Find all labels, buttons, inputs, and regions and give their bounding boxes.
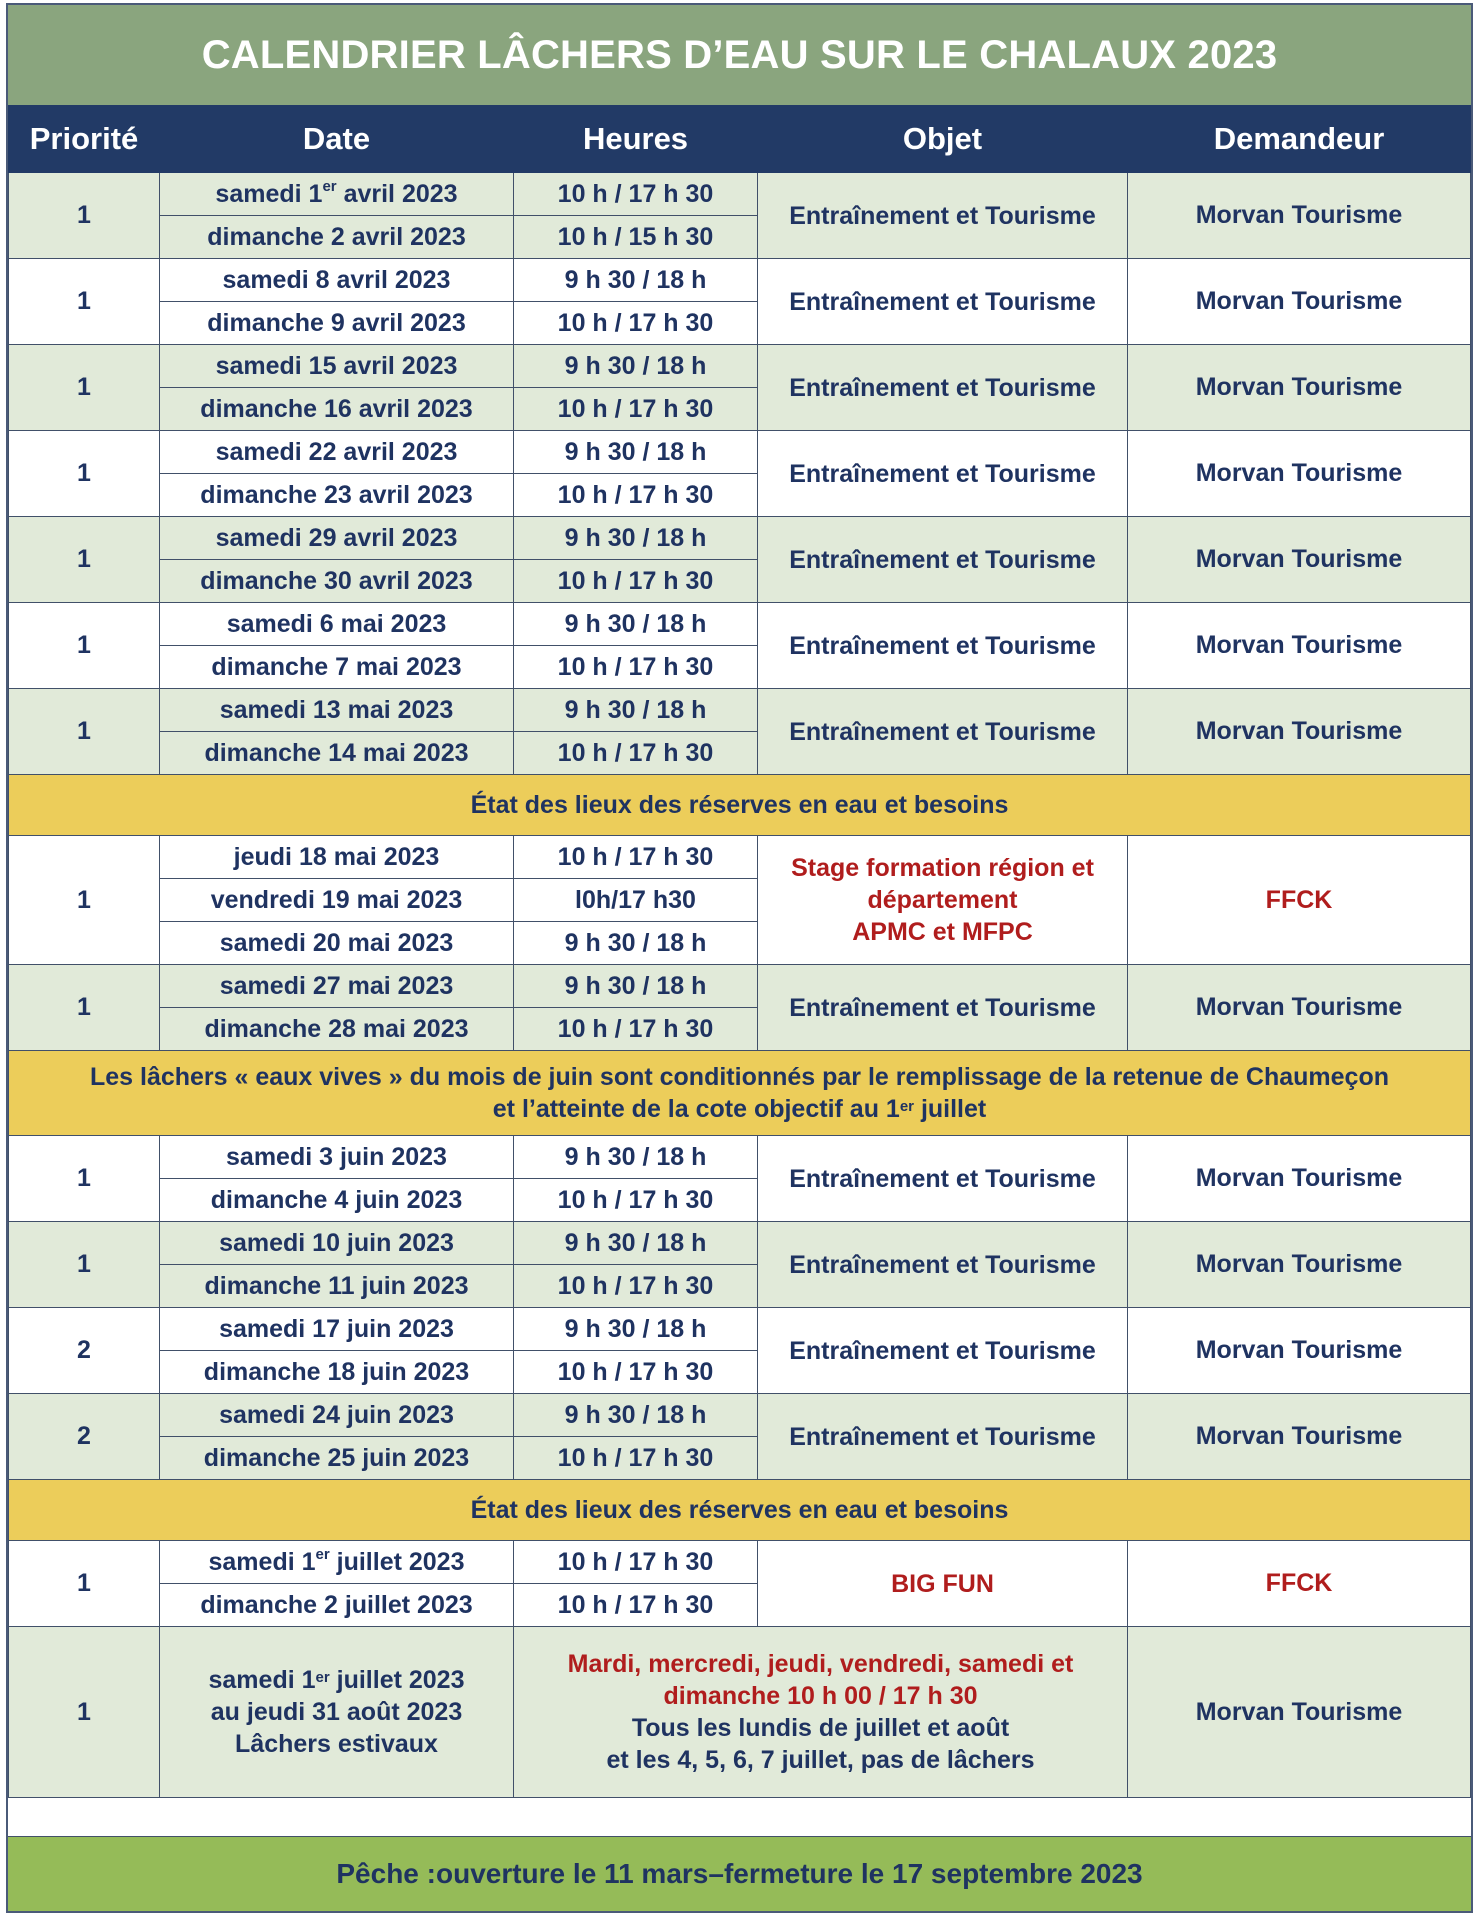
summer-info-line: Tous les lundis de juillet et août (631, 1714, 1010, 1742)
date-cell: dimanche 16 avril 2023 (160, 388, 514, 431)
schedule-row (9, 1394, 1471, 1437)
hours-cell: 9 h 30 / 18 h (514, 603, 758, 646)
hours-cell: 10 h / 17 h 30 (514, 474, 758, 517)
date-text: samedi 1 (215, 179, 323, 208)
date-text: avril 2023 (336, 179, 458, 208)
date-cell: vendredi 19 mai 2023 (160, 879, 514, 922)
date-cell: dimanche 2 juillet 2023 (160, 1584, 514, 1627)
object-cell: Entraînement et Tourisme (758, 431, 1128, 517)
priority-cell: 1 (9, 1136, 160, 1222)
hours-cell: 10 h / 17 h 30 (514, 1265, 758, 1308)
ordinal-suffix: er (315, 1669, 330, 1686)
object-cell: Entraînement et Tourisme (758, 965, 1128, 1051)
schedule-row (9, 965, 1471, 1008)
priority-cell: 1 (9, 1541, 160, 1627)
date-cell: samedi 13 mai 2023 (160, 689, 514, 732)
hours-cell: 10 h / 17 h 30 (514, 1437, 758, 1480)
schedule-row (9, 1136, 1471, 1179)
fishing-season-footer (8, 1836, 1471, 1911)
object-cell: BIG FUN (758, 1541, 1128, 1627)
object-cell: Entraînement et Tourisme (758, 1308, 1128, 1394)
schedule-row (9, 1308, 1471, 1351)
priority-cell: 1 (9, 1222, 160, 1308)
notice-row (9, 1051, 1471, 1136)
priority-cell: 1 (9, 345, 160, 431)
date-cell: dimanche 25 juin 2023 (160, 1437, 514, 1480)
schedule-row (9, 259, 1471, 302)
hours-cell: 10 h / 17 h 30 (514, 732, 758, 775)
notice-text: et l’atteinte de la cote objectif au 1 (492, 1095, 900, 1123)
header-date: Date (160, 106, 514, 173)
schedule-row (9, 431, 1471, 474)
hours-cell: 9 h 30 / 18 h (514, 517, 758, 560)
hours-cell: 9 h 30 / 18 h (514, 1136, 758, 1179)
object-cell: Entraînement et Tourisme (758, 517, 1128, 603)
date-cell: samedi 29 avril 2023 (160, 517, 514, 560)
header-priority: Priorité (9, 106, 160, 173)
hours-cell: 9 h 30 / 18 h (514, 965, 758, 1008)
date-cell: dimanche 14 mai 2023 (160, 732, 514, 775)
hours-cell: 10 h / 17 h 30 (514, 1351, 758, 1394)
object-cell: Entraînement et Tourisme (758, 345, 1128, 431)
schedule-row (9, 173, 1471, 216)
requester-cell: FFCK (1128, 1541, 1471, 1627)
hours-cell: 9 h 30 / 18 h (514, 431, 758, 474)
priority-cell: 1 (9, 965, 160, 1051)
date-cell: dimanche 2 avril 2023 (160, 216, 514, 259)
date-cell: dimanche 30 avril 2023 (160, 560, 514, 603)
object-cell: Entraînement et Tourisme (758, 1394, 1128, 1480)
hours-cell: 9 h 30 / 18 h (514, 1308, 758, 1351)
object-line: APMC et MFPC (852, 918, 1033, 946)
priority-cell: 1 (9, 259, 160, 345)
date-cell: dimanche 23 avril 2023 (160, 474, 514, 517)
footer-label: Pêche : (336, 1858, 436, 1889)
notice-cell (9, 1051, 1471, 1136)
notice-cell: État des lieux des réserves en eau et besoins (9, 775, 1471, 836)
date-text: samedi 1 (208, 1547, 316, 1576)
requester-cell: Morvan Tourisme (1128, 431, 1471, 517)
date-cell (160, 1541, 514, 1584)
object-cell: Entraînement et Tourisme (758, 173, 1128, 259)
hours-cell: 10 h / 17 h 30 (514, 1008, 758, 1051)
priority-cell: 2 (9, 1308, 160, 1394)
hours-cell: 10 h / 17 h 30 (514, 302, 758, 345)
notice-row (9, 1480, 1471, 1541)
date-cell: dimanche 11 juin 2023 (160, 1265, 514, 1308)
date-cell: dimanche 28 mai 2023 (160, 1008, 514, 1051)
footer-closing: fermeture le 17 septembre 2023 (723, 1858, 1143, 1889)
summer-label: Lâchers estivaux (235, 1730, 438, 1758)
schedule-row (9, 345, 1471, 388)
schedule-row (9, 603, 1471, 646)
header-requester: Demandeur (1128, 106, 1471, 173)
date-cell: dimanche 18 juin 2023 (160, 1351, 514, 1394)
header-hours: Heures (514, 106, 758, 173)
hours-cell: 9 h 30 / 18 h (514, 922, 758, 965)
date-text: juillet 2023 (329, 1547, 465, 1576)
schedule-row (9, 836, 1471, 879)
date-cell: samedi 24 juin 2023 (160, 1394, 514, 1437)
hours-cell: 10 h / 15 h 30 (514, 216, 758, 259)
summer-date-cell (160, 1627, 514, 1798)
footer-opening: ouverture le 11 mars (435, 1858, 709, 1889)
header-object: Objet (758, 106, 1128, 173)
date-cell: samedi 27 mai 2023 (160, 965, 514, 1008)
ordinal-suffix: er (322, 177, 337, 195)
date-cell: samedi 10 juin 2023 (160, 1222, 514, 1265)
priority-cell: 1 (9, 1627, 160, 1798)
hours-cell: 10 h / 17 h 30 (514, 173, 758, 216)
object-cell: Entraînement et Tourisme (758, 1136, 1128, 1222)
requester-cell: Morvan Tourisme (1128, 603, 1471, 689)
schedule-body (9, 173, 1471, 1798)
requester-cell: FFCK (1128, 836, 1471, 965)
calendar-title: CALENDRIER LÂCHERS D’EAU SUR LE CHALAUX 2023 (8, 5, 1471, 105)
hours-cell: 10 h / 17 h 30 (514, 1179, 758, 1222)
date-cell: samedi 17 juin 2023 (160, 1308, 514, 1351)
requester-cell: Morvan Tourisme (1128, 1308, 1471, 1394)
object-cell: Entraînement et Tourisme (758, 603, 1128, 689)
schedule-row (9, 1541, 1471, 1584)
object-line: Stage formation région et (791, 854, 1094, 882)
hours-cell: 10 h / 17 h 30 (514, 646, 758, 689)
requester-cell: Morvan Tourisme (1128, 173, 1471, 259)
requester-cell: Morvan Tourisme (1128, 1136, 1471, 1222)
hours-cell: 10 h / 17 h 30 (514, 388, 758, 431)
notice-row (9, 775, 1471, 836)
date-cell: dimanche 7 mai 2023 (160, 646, 514, 689)
requester-cell: Morvan Tourisme (1128, 965, 1471, 1051)
date-cell: samedi 15 avril 2023 (160, 345, 514, 388)
hours-cell: 10 h / 17 h 30 (514, 836, 758, 879)
date-cell: jeudi 18 mai 2023 (160, 836, 514, 879)
date-cell (160, 173, 514, 216)
date-text: juillet 2023 (329, 1666, 465, 1694)
requester-cell: Morvan Tourisme (1128, 689, 1471, 775)
object-cell: Entraînement et Tourisme (758, 689, 1128, 775)
schedule-row (9, 1222, 1471, 1265)
priority-cell: 1 (9, 431, 160, 517)
hours-cell: 10 h / 17 h 30 (514, 1541, 758, 1584)
summer-info-line: dimanche 10 h 00 / 17 h 30 (663, 1682, 978, 1710)
priority-cell: 1 (9, 517, 160, 603)
summer-row (9, 1627, 1471, 1798)
requester-cell: Morvan Tourisme (1128, 259, 1471, 345)
summer-date-line: au jeudi 31 août 2023 (210, 1698, 463, 1726)
priority-cell: 1 (9, 689, 160, 775)
calendar-page (6, 3, 1473, 1913)
hours-cell: 9 h 30 / 18 h (514, 689, 758, 732)
priority-cell: 2 (9, 1394, 160, 1480)
date-cell: samedi 3 juin 2023 (160, 1136, 514, 1179)
date-text: samedi 1 (208, 1666, 316, 1694)
summer-info-line: et les 4, 5, 6, 7 juillet, pas de lâchers (606, 1746, 1035, 1774)
hours-cell: 9 h 30 / 18 h (514, 1222, 758, 1265)
date-cell: dimanche 9 avril 2023 (160, 302, 514, 345)
summer-info-cell (514, 1627, 1128, 1798)
object-cell: Entraînement et Tourisme (758, 1222, 1128, 1308)
summer-info-line: Mardi, mercredi, jeudi, vendredi, samedi et (567, 1650, 1074, 1678)
date-cell: dimanche 4 juin 2023 (160, 1179, 514, 1222)
header-row (9, 106, 1471, 173)
object-cell: Entraînement et Tourisme (758, 259, 1128, 345)
notice-line (9, 1093, 1470, 1125)
object-line: département (867, 886, 1018, 914)
hours-cell: 9 h 30 / 18 h (514, 1394, 758, 1437)
notice-text: juillet (914, 1095, 987, 1123)
schedule-row (9, 689, 1471, 732)
date-cell: samedi 22 avril 2023 (160, 431, 514, 474)
hours-cell: l0h/17 h30 (514, 879, 758, 922)
object-cell (758, 836, 1128, 965)
date-cell: samedi 20 mai 2023 (160, 922, 514, 965)
hours-cell: 10 h / 17 h 30 (514, 1584, 758, 1627)
requester-cell: Morvan Tourisme (1128, 1394, 1471, 1480)
hours-cell: 9 h 30 / 18 h (514, 259, 758, 302)
hours-cell: 10 h / 17 h 30 (514, 560, 758, 603)
ordinal-suffix: er (315, 1545, 330, 1563)
priority-cell: 1 (9, 603, 160, 689)
priority-cell: 1 (9, 836, 160, 965)
notice-cell: État des lieux des réserves en eau et besoins (9, 1480, 1471, 1541)
date-cell: samedi 8 avril 2023 (160, 259, 514, 302)
summer-date-line (160, 1664, 513, 1696)
date-cell: samedi 6 mai 2023 (160, 603, 514, 646)
footer-dash: – (708, 1858, 724, 1889)
hours-cell: 9 h 30 / 18 h (514, 345, 758, 388)
notice-line: Les lâchers « eaux vives » du mois de juin sont conditionnés par le remplissage de la retenue de Chaumeçon (89, 1063, 1390, 1091)
priority-cell: 1 (9, 173, 160, 259)
requester-cell: Morvan Tourisme (1128, 345, 1471, 431)
requester-cell: Morvan Tourisme (1128, 517, 1471, 603)
release-schedule-table (8, 105, 1471, 1798)
schedule-row (9, 517, 1471, 560)
requester-cell: Morvan Tourisme (1128, 1222, 1471, 1308)
ordinal-suffix: er (899, 1098, 914, 1115)
requester-cell: Morvan Tourisme (1128, 1627, 1471, 1798)
